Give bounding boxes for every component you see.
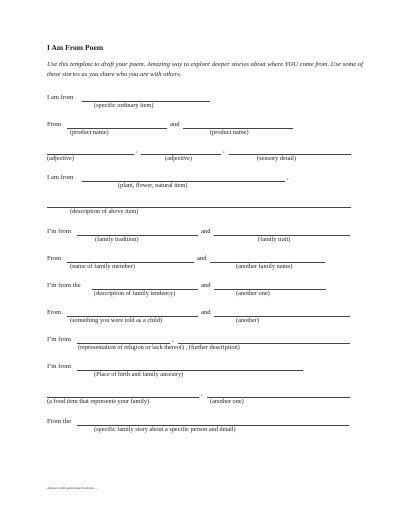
- row6-hint-1: (family tradition): [95, 236, 139, 243]
- row9-hint-2: (another): [236, 317, 260, 324]
- row7-label: From: [47, 255, 62, 262]
- row13-label: From the: [47, 418, 71, 425]
- page-title: I Am From Poem: [47, 43, 104, 52]
- row4-hint: (plant, flower, natural item): [118, 182, 188, 189]
- row3-hint-3: (sensory detail): [257, 155, 296, 162]
- row7-hint-1: (name of family member): [70, 263, 135, 270]
- row10-comma: ,: [172, 336, 174, 343]
- row12-hint-2: (another one): [210, 398, 244, 405]
- row8-hint-1: (description of family tendency): [94, 290, 176, 297]
- row9-hint-1: (something you were told as a child): [70, 317, 162, 324]
- row2-hint-2: (product name): [210, 129, 249, 136]
- row1-label: I am from: [47, 94, 74, 101]
- row3-comma-1: ,: [136, 147, 138, 154]
- row13-hint: (specific family story about a specific person and detail): [94, 426, 236, 433]
- row12-comma: ,: [201, 390, 203, 397]
- row3-hint-1: (adjective): [47, 155, 74, 162]
- intro-text: Use this template to draft your poem. Amazing way to explore deeper stories about where YOU come from. Use some of these stories as you share who you are with others.: [47, 61, 363, 78]
- row8-and: and: [201, 282, 211, 289]
- row9-and: and: [201, 309, 211, 316]
- row2-label: From: [47, 121, 62, 128]
- row5-hint: (description of above item): [70, 208, 139, 215]
- row12-hint-1: (a food item that represents your family): [47, 398, 150, 405]
- row11-hint: (Place of birth and family ancestry): [94, 371, 184, 378]
- row6-and: and: [201, 228, 211, 235]
- row4-label: I am from: [47, 174, 74, 181]
- row2-and: and: [170, 121, 180, 128]
- row6-label: I’m from: [47, 228, 71, 235]
- row1-hint: (specific ordinary item): [94, 102, 154, 109]
- row2-hint-1: (product name): [70, 129, 109, 136]
- row3-comma-2: ,: [223, 147, 225, 154]
- row9-label: From: [47, 309, 62, 316]
- row8-blank-2[interactable]: [214, 289, 326, 290]
- row6-hint-2: (family trait): [258, 236, 291, 243]
- row9-blank-2[interactable]: [214, 316, 350, 317]
- attribution-footer: Adapted with permission from the ...: [47, 486, 97, 490]
- row10-hint: (representation of religion or lack thereof) , (further description): [78, 344, 240, 351]
- row4-comma: ,: [287, 174, 289, 181]
- row11-label: I’m from: [47, 363, 71, 370]
- row10-label: I’m from: [47, 336, 71, 343]
- row7-hint-2: (another family name): [236, 263, 293, 270]
- row8-label: I’m from the: [47, 282, 81, 289]
- row7-and: and: [197, 255, 207, 262]
- row3-hint-2: (adjective): [165, 155, 192, 162]
- row8-hint-2: (another one): [236, 290, 270, 297]
